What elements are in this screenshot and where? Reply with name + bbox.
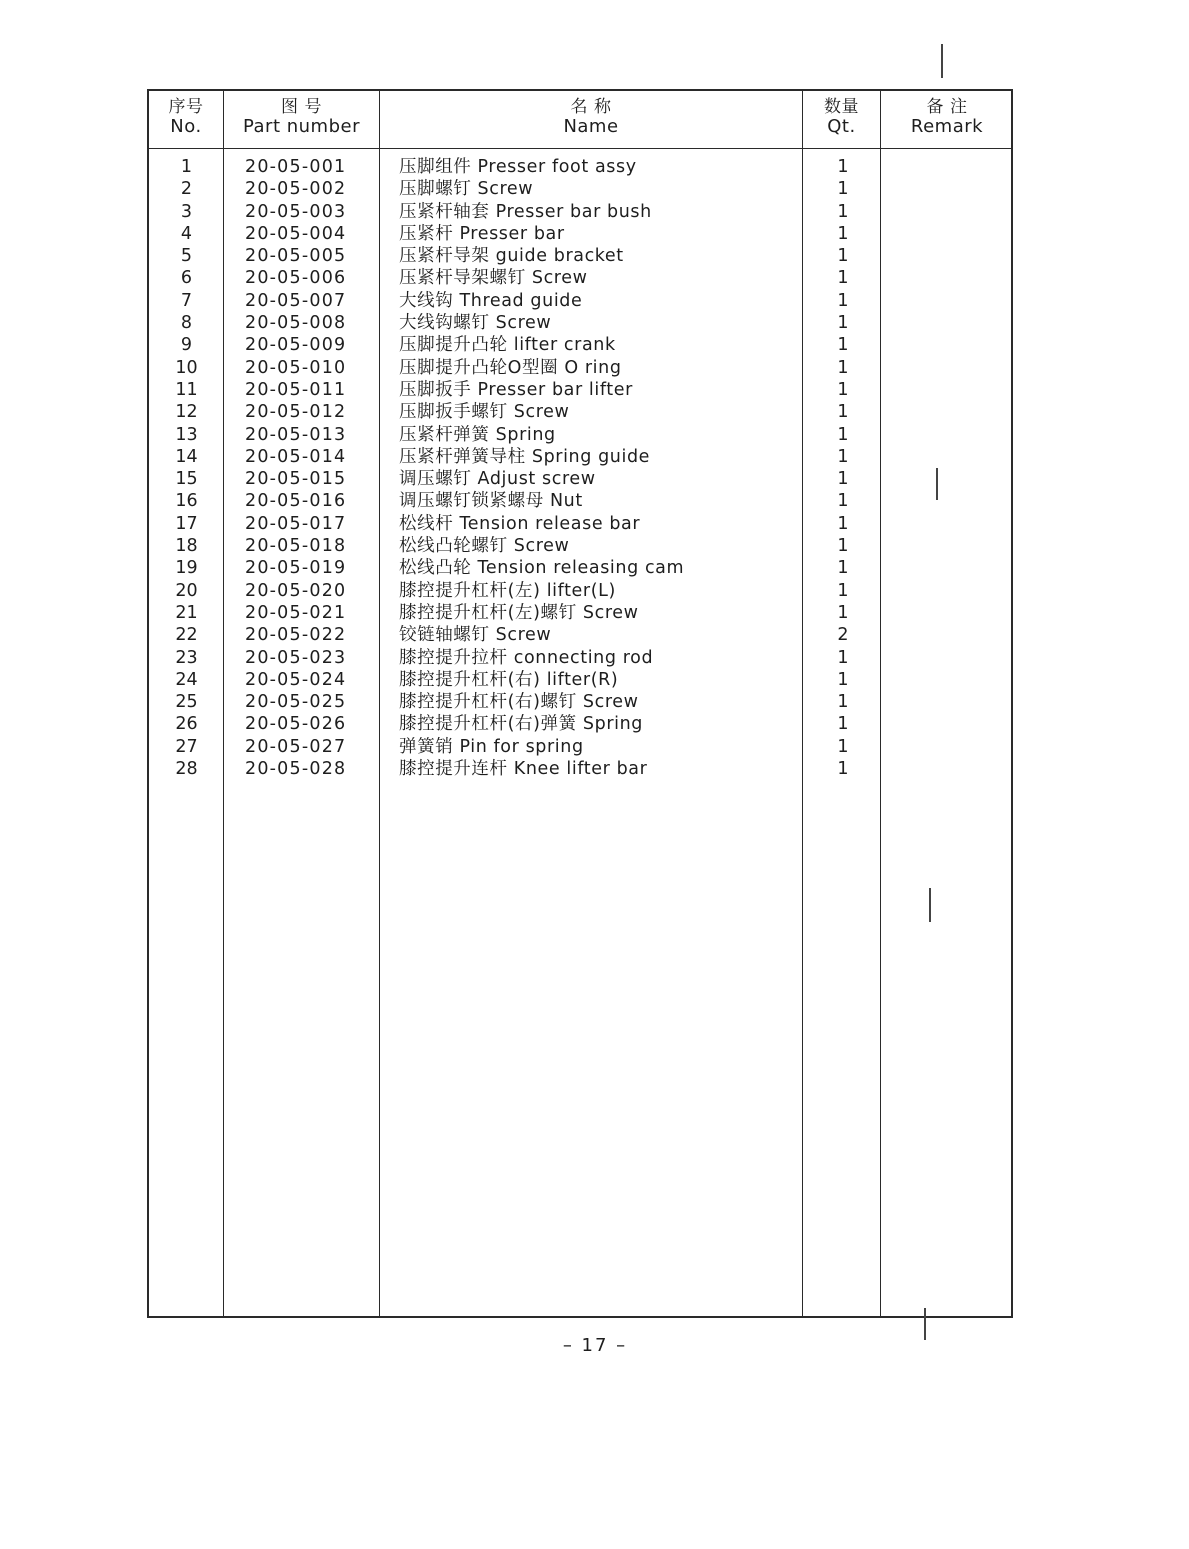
header-divider bbox=[149, 148, 1011, 149]
part-name: 压紧杆轴套 Presser bar bush bbox=[399, 201, 652, 222]
scan-mark bbox=[924, 1308, 926, 1340]
table-row bbox=[149, 357, 1011, 379]
table-row bbox=[149, 156, 1011, 178]
part-number: 20-05-024 bbox=[245, 669, 347, 690]
scan-mark bbox=[936, 468, 938, 500]
row-number: 22 bbox=[175, 625, 198, 646]
table-row bbox=[149, 267, 1011, 289]
part-number: 20-05-011 bbox=[245, 379, 347, 400]
part-name: 压脚组件 Presser foot assy bbox=[399, 157, 637, 177]
part-name: 压紧杆弹簧导柱 Spring guide bbox=[399, 446, 651, 467]
table-row bbox=[149, 758, 1011, 780]
header-part-zh: 图 号 bbox=[281, 97, 322, 117]
table-row bbox=[149, 446, 1011, 468]
part-number: 20-05-025 bbox=[245, 692, 347, 713]
scan-mark bbox=[941, 44, 943, 78]
row-number: 6 bbox=[180, 268, 193, 289]
table-row bbox=[149, 201, 1011, 223]
table-row bbox=[149, 513, 1011, 535]
table-row bbox=[149, 713, 1011, 735]
header-remark-zh: 备 注 bbox=[926, 97, 968, 117]
part-number: 20-05-028 bbox=[245, 759, 347, 780]
quantity: 1 bbox=[837, 357, 849, 378]
table-row bbox=[149, 290, 1011, 312]
row-number: 3 bbox=[180, 201, 193, 222]
table-row bbox=[149, 602, 1011, 624]
quantity: 1 bbox=[837, 379, 849, 400]
quantity: 1 bbox=[837, 491, 849, 512]
part-name: 压脚螺钉 Screw bbox=[399, 179, 534, 200]
part-number: 20-05-019 bbox=[245, 558, 347, 579]
part-name: 大线钩螺钉 Screw bbox=[399, 313, 552, 334]
quantity: 1 bbox=[837, 513, 849, 534]
quantity: 1 bbox=[837, 692, 849, 713]
quantity: 1 bbox=[837, 223, 849, 244]
table-row bbox=[149, 535, 1011, 557]
table-row bbox=[149, 647, 1011, 669]
quantity: 1 bbox=[837, 313, 849, 334]
table-row bbox=[149, 312, 1011, 334]
part-number: 20-05-023 bbox=[245, 647, 347, 668]
part-name: 膝控提升连杆 Knee lifter bar bbox=[399, 759, 648, 780]
header-no bbox=[149, 97, 223, 143]
quantity: 1 bbox=[837, 424, 849, 445]
quantity: 1 bbox=[837, 536, 849, 557]
quantity: 1 bbox=[837, 246, 849, 267]
part-number: 20-05-017 bbox=[245, 513, 347, 534]
row-number: 14 bbox=[175, 446, 198, 467]
quantity: 1 bbox=[837, 647, 849, 668]
row-number: 18 bbox=[175, 536, 198, 557]
quantity: 1 bbox=[837, 602, 849, 623]
table-row bbox=[149, 178, 1011, 200]
table-row bbox=[149, 379, 1011, 401]
table-row bbox=[149, 580, 1011, 602]
header-qty-en: Qt. bbox=[827, 116, 856, 137]
quantity: 1 bbox=[837, 558, 849, 579]
row-number: 4 bbox=[180, 223, 193, 244]
part-name: 膝控提升杠杆(右)弹簧 Spring bbox=[399, 714, 643, 735]
table-row bbox=[149, 557, 1011, 579]
table-row bbox=[149, 401, 1011, 423]
part-number: 20-05-008 bbox=[245, 313, 347, 334]
parts-table bbox=[147, 89, 1013, 1318]
header-name-zh: 名 称 bbox=[570, 97, 612, 117]
row-number: 9 bbox=[180, 335, 193, 356]
row-number: 1 bbox=[180, 157, 193, 177]
part-number: 20-05-021 bbox=[245, 602, 347, 623]
header-name bbox=[380, 97, 802, 143]
part-name: 大线钩 Thread guide bbox=[399, 290, 583, 311]
page-number: – 17 – bbox=[562, 1335, 628, 1356]
header-remark bbox=[881, 97, 1013, 143]
part-number: 20-05-015 bbox=[245, 469, 347, 490]
row-number: 15 bbox=[175, 469, 198, 490]
part-number: 20-05-018 bbox=[245, 536, 347, 557]
part-number: 20-05-022 bbox=[245, 625, 347, 646]
quantity: 1 bbox=[837, 580, 849, 601]
part-number: 20-05-004 bbox=[245, 223, 347, 244]
part-name: 压脚扳手 Presser bar lifter bbox=[399, 379, 633, 400]
part-name: 压脚扳手螺钉 Screw bbox=[399, 402, 570, 423]
row-number: 21 bbox=[175, 602, 198, 623]
header-name-en: Name bbox=[563, 116, 619, 137]
part-number: 20-05-001 bbox=[245, 157, 347, 177]
row-number: 19 bbox=[175, 558, 198, 579]
row-number: 13 bbox=[175, 424, 198, 445]
table-row bbox=[149, 334, 1011, 356]
table-row bbox=[149, 736, 1011, 758]
table-row bbox=[149, 223, 1011, 245]
quantity: 1 bbox=[837, 157, 849, 177]
part-number: 20-05-012 bbox=[245, 402, 347, 423]
part-number: 20-05-003 bbox=[245, 201, 347, 222]
row-number: 12 bbox=[175, 402, 198, 423]
part-name: 松线凸轮螺钉 Screw bbox=[399, 536, 570, 557]
part-name: 弹簧销 Pin for spring bbox=[399, 736, 584, 757]
row-number: 2 bbox=[180, 179, 193, 200]
part-name: 压紧杆导架 guide bracket bbox=[399, 246, 624, 267]
quantity: 1 bbox=[837, 201, 849, 222]
part-number: 20-05-002 bbox=[245, 179, 347, 200]
header-no-zh: 序号 bbox=[168, 97, 204, 117]
part-number: 20-05-014 bbox=[245, 446, 347, 467]
row-number: 24 bbox=[175, 669, 198, 690]
row-number: 5 bbox=[180, 246, 193, 267]
header-part-en: Part number bbox=[242, 116, 360, 137]
quantity: 1 bbox=[837, 759, 849, 780]
table-row bbox=[149, 245, 1011, 267]
part-name: 膝控提升拉杆 connecting rod bbox=[399, 647, 654, 668]
row-number: 8 bbox=[180, 313, 193, 334]
part-name: 铰链轴螺钉 Screw bbox=[399, 625, 552, 646]
row-number: 23 bbox=[175, 647, 198, 668]
part-number: 20-05-026 bbox=[245, 714, 347, 735]
part-name: 调压螺钉锁紧螺母 Nut bbox=[399, 491, 583, 512]
part-name: 压紧杆 Presser bar bbox=[399, 223, 565, 244]
header-part-number bbox=[224, 97, 379, 143]
table-row bbox=[149, 468, 1011, 490]
row-number: 27 bbox=[175, 736, 198, 757]
part-number: 20-05-027 bbox=[245, 736, 347, 757]
row-number: 17 bbox=[175, 513, 198, 534]
part-name: 压脚提升凸轮O型圈 O ring bbox=[399, 357, 622, 378]
row-number: 7 bbox=[180, 290, 193, 311]
part-name: 膝控提升杠杆(右)螺钉 Screw bbox=[399, 692, 639, 713]
table-row bbox=[149, 669, 1011, 691]
table-row bbox=[149, 424, 1011, 446]
table-row bbox=[149, 624, 1011, 646]
quantity: 1 bbox=[837, 736, 849, 757]
part-name: 松线凸轮 Tension releasing cam bbox=[399, 558, 685, 579]
quantity: 2 bbox=[837, 625, 849, 646]
row-number: 25 bbox=[175, 692, 198, 713]
row-number: 11 bbox=[175, 379, 198, 400]
row-number: 26 bbox=[175, 714, 198, 735]
quantity: 1 bbox=[837, 335, 849, 356]
part-number: 20-05-006 bbox=[245, 268, 347, 289]
header-no-en: No. bbox=[170, 116, 202, 137]
part-number: 20-05-010 bbox=[245, 357, 347, 378]
part-name: 膝控提升杠杆(左)螺钉 Screw bbox=[399, 602, 639, 623]
table-row bbox=[149, 490, 1011, 512]
scan-mark bbox=[929, 888, 931, 922]
part-name: 压紧杆导架螺钉 Screw bbox=[399, 268, 588, 289]
part-name: 膝控提升杠杆(右) lifter(R) bbox=[399, 669, 619, 690]
part-number: 20-05-009 bbox=[245, 335, 347, 356]
part-number: 20-05-020 bbox=[245, 580, 347, 601]
quantity: 1 bbox=[837, 268, 849, 289]
part-name: 膝控提升杠杆(左) lifter(L) bbox=[399, 580, 616, 601]
part-number: 20-05-005 bbox=[245, 246, 347, 267]
quantity: 1 bbox=[837, 469, 849, 490]
table-row bbox=[149, 691, 1011, 713]
header-qty bbox=[803, 97, 880, 143]
quantity: 1 bbox=[837, 669, 849, 690]
part-name: 松线杆 Tension release bar bbox=[399, 513, 641, 534]
quantity: 1 bbox=[837, 446, 849, 467]
part-number: 20-05-013 bbox=[245, 424, 347, 445]
row-number: 10 bbox=[175, 357, 198, 378]
quantity: 1 bbox=[837, 179, 849, 200]
table-body bbox=[149, 156, 1011, 780]
part-name: 压脚提升凸轮 lifter crank bbox=[399, 335, 616, 356]
quantity: 1 bbox=[837, 714, 849, 735]
row-number: 28 bbox=[175, 759, 198, 780]
header-remark-en: Remark bbox=[910, 116, 984, 137]
quantity: 1 bbox=[837, 290, 849, 311]
row-number: 20 bbox=[175, 580, 198, 601]
part-name: 压紧杆弹簧 Spring bbox=[399, 424, 556, 445]
part-number: 20-05-016 bbox=[245, 491, 347, 512]
header-qty-zh: 数量 bbox=[824, 97, 859, 117]
quantity: 1 bbox=[837, 402, 849, 423]
row-number: 16 bbox=[175, 491, 198, 512]
part-number: 20-05-007 bbox=[245, 290, 347, 311]
part-name: 调压螺钉 Adjust screw bbox=[399, 469, 596, 490]
